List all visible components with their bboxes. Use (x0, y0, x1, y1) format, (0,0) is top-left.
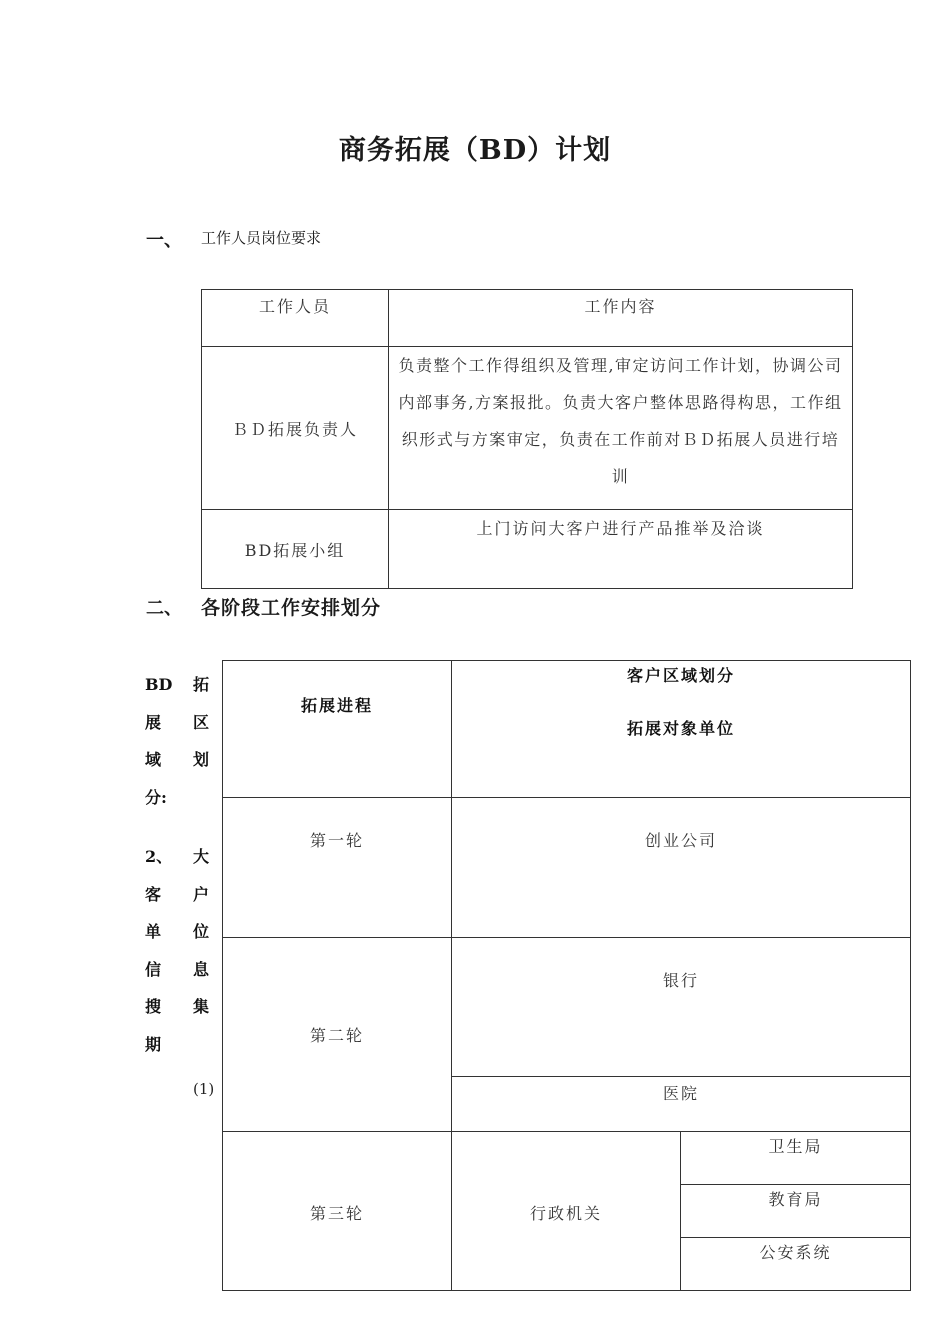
unit-cell: 卫生局 (681, 1132, 911, 1185)
side-label-char: 域 (145, 750, 162, 769)
side-label-char: 划 (192, 750, 209, 769)
unit-cell: 医院 (452, 1077, 911, 1132)
table-header-row (202, 290, 853, 347)
unit-cell: 教育局 (681, 1185, 911, 1238)
header-customer-line2: 拓展对象单位 (627, 719, 736, 738)
side-label (145, 666, 209, 1063)
role-cell: ＢＤ拓展负责人 (202, 347, 389, 510)
section1-number: 一、 (146, 230, 182, 251)
round-cell: 第二轮 (223, 938, 452, 1132)
side-label-char: 信 (145, 959, 162, 979)
side-label-char: 单 (145, 922, 162, 941)
role-cell: BD拓展小组 (202, 510, 389, 589)
side-label-char: 户 (192, 884, 209, 904)
section2-number: 二、 (146, 598, 182, 619)
side-label-char: 客 (145, 884, 162, 904)
header-content: 工作内容 (389, 290, 853, 347)
category-cell: 行政机关 (452, 1132, 681, 1291)
list-marker: (1) (193, 1080, 215, 1098)
table-row (202, 347, 853, 510)
header-customer-line1: 客户区域划分 (627, 666, 736, 685)
unit-cell: 创业公司 (452, 798, 911, 938)
content-cell: 负责整个工作得组织及管理,审定访问工作计划，协调公司内部事务,方案报批。负责大客户整体思路得构思，工作组织形式与方案审定，负责在工作前对ＢＤ拓展人员进行培训 (389, 347, 853, 510)
section1-heading: 工作人员岗位要求 (201, 229, 322, 247)
section2-heading: 各阶段工作安排划分 (201, 597, 382, 619)
stage-plan-table (222, 660, 911, 1291)
side-label-char: 位 (192, 922, 209, 941)
header-staff: 工作人员 (202, 290, 389, 347)
table-row (223, 938, 911, 1077)
header-progress: 拓展进程 (223, 661, 452, 798)
table-row (223, 1132, 911, 1185)
round-cell: 第三轮 (223, 1132, 452, 1291)
side-label-char: 2、 (145, 847, 173, 866)
table-row (223, 798, 911, 938)
side-label-char: 区 (192, 712, 209, 732)
header-customer (452, 661, 911, 798)
side-label-char: 展 (145, 712, 162, 732)
side-label-char: 息 (192, 959, 209, 979)
side-label-char: 拓 (192, 675, 209, 694)
side-label-char: BD (145, 675, 173, 694)
side-label-char: 分: (145, 787, 167, 807)
table-header-row (223, 661, 911, 798)
round-cell: 第一轮 (223, 798, 452, 938)
side-label-char: 大 (192, 847, 209, 866)
content-cell: 上门访问大客户进行产品推举及洽谈 (389, 510, 853, 589)
page-title: 商务拓展（BD）计划 (338, 135, 612, 166)
unit-cell: 公安系统 (681, 1238, 911, 1291)
side-label-char: 集 (192, 997, 209, 1016)
table-row (202, 510, 853, 589)
unit-cell: 银行 (452, 938, 911, 1077)
staff-requirements-table (201, 289, 853, 589)
side-label-char: 期 (145, 1034, 162, 1054)
side-label-char: 搜 (145, 997, 162, 1016)
